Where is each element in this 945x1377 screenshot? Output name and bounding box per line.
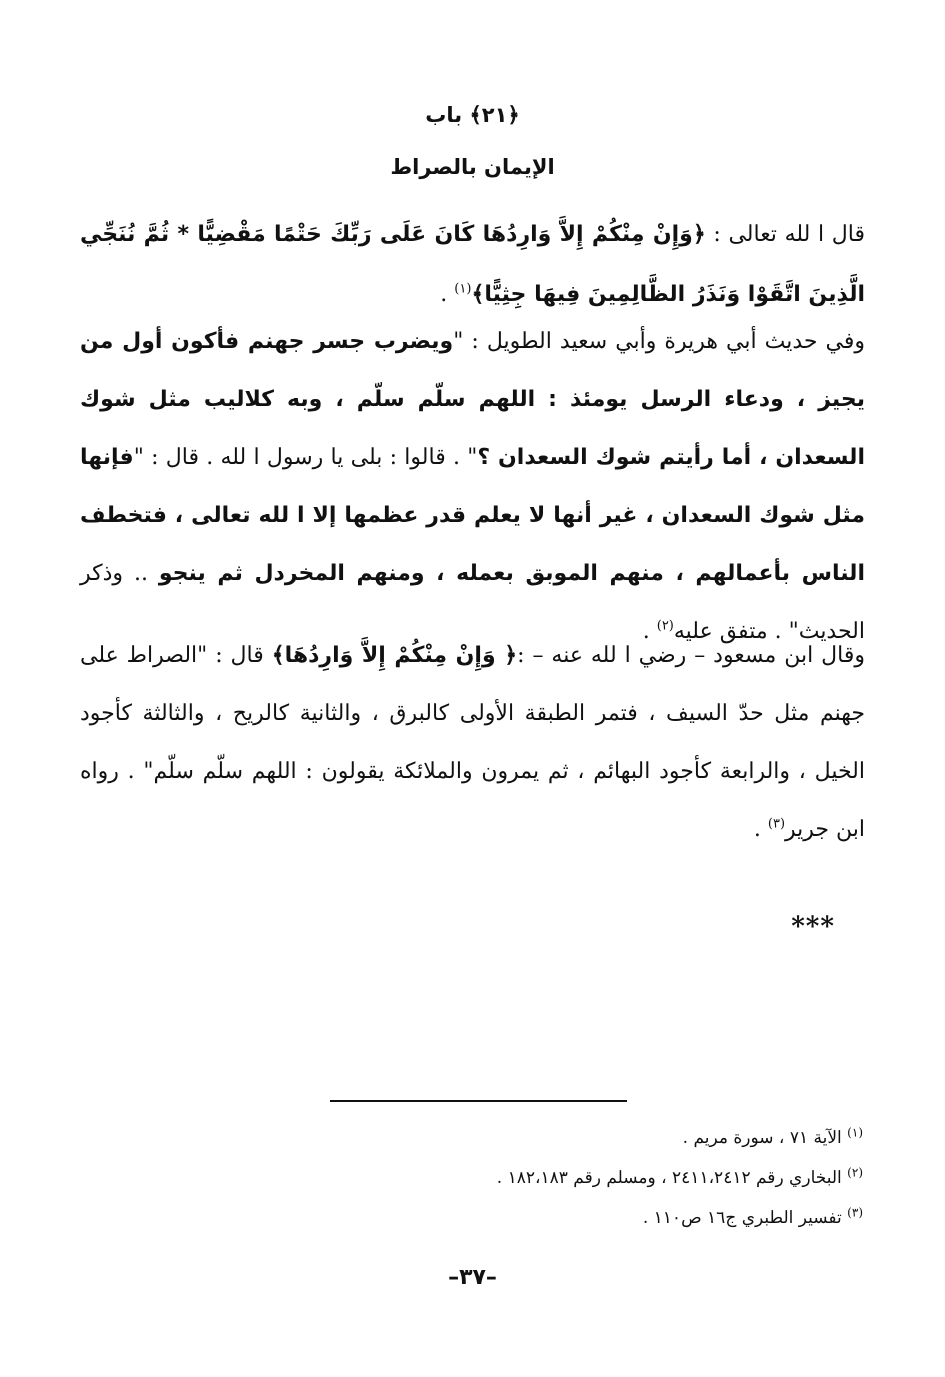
footnote-number: (١) xyxy=(847,1125,863,1140)
paragraph-end: . xyxy=(440,282,455,307)
paragraph-tail: .. وذكر الحديث" . متفق عليه xyxy=(80,561,865,644)
footnote-item xyxy=(163,1198,863,1238)
footnote-item xyxy=(163,1118,863,1158)
paragraph-end: . xyxy=(753,817,768,842)
footnotes xyxy=(163,1118,863,1238)
footnote-item xyxy=(163,1158,863,1198)
footnote-ref-2: (٢) xyxy=(656,618,674,634)
paragraph-intro: وفي حديث أبي هريرة وأبي سعيد الطويل : " xyxy=(453,329,866,354)
hadith-text-bold-1: ويضرب جسر جهنم فأكون أول من يجيز ، ودعاء الرسل يومئذ : اللهم سلّم سلّم ، وبه كلاليب مثل شوك السعدان ، أما رأيتم شوك السعدان ؟ xyxy=(80,329,865,470)
hadith-text-bold-2: فإنها مثل شوك السعدان ، غير أنها لا يعلم قدر عظمها إلا ا لله تعالى ، فتخطف الناس بأعمالهم ، منهم الموبق بعمله ، ومنهم المخردل ثم ينجو xyxy=(80,445,865,586)
footnote-divider xyxy=(330,1100,627,1102)
footnote-number: (٢) xyxy=(847,1165,863,1180)
footnote-ref-3: (٣) xyxy=(767,816,786,832)
hadith-paragraph xyxy=(80,313,865,661)
paragraph-intro: وقال ابن مسعود – رضي ا لله عنه – : xyxy=(517,643,865,668)
chapter-subtitle: الإيمان بالصراط xyxy=(390,155,555,179)
ibn-masud-paragraph xyxy=(80,627,865,859)
quran-verse: ﴿ وَإِنْ مِنْكُمْ إِلاَّ وَارِدُهَا﴾ xyxy=(271,643,518,668)
paragraph-middle: " . قالوا : بلى يا رسول ا لله . قال : " xyxy=(133,445,478,470)
footnote-text: البخاري رقم ٢٤١١،٢٤١٢ ، ومسلم رقم ١٨٢،١٨٣ . xyxy=(496,1168,842,1188)
paragraph-intro: قال ا لله تعالى : xyxy=(705,222,865,247)
footnote-ref-1: (١) xyxy=(454,281,472,297)
page-number: –٣٧– xyxy=(448,1265,497,1290)
chapter-heading: ﴿٢١﴾ باب xyxy=(425,103,520,127)
footnote-text: تفسير الطبري ج١٦ ص١١٠ . xyxy=(642,1208,842,1228)
footnote-number: (٣) xyxy=(847,1205,863,1220)
quran-paragraph xyxy=(80,205,865,325)
quran-verse: ﴿وَإِنْ مِنْكُمْ إِلاَّ وَارِدُهَا كَانَ عَلَى رَبِّكَ حَتْمًا مَقْضِيًّا * ثُمَّ نُنَجِّي الَّذِينَ اتَّقَوْا وَنَذَرُ الظَّالِمِينَ فِيهَا جِثِيًّا﴾ xyxy=(80,222,865,307)
section-separator: *** xyxy=(791,912,835,942)
paragraph-text: قال : "الصراط على جهنم مثل حدّ السيف ، فتمر الطبقة الأولى كالبرق ، والثانية كالريح ، والثالثة كأجود الخيل ، والرابعة كأجود البهائم ، ثم يمرون والملائكة يقولون : اللهم سلّم سلّم" . رواه ابن جرير xyxy=(80,643,865,842)
footnote-text: الآية ٧١ ، سورة مريم . xyxy=(682,1128,842,1148)
paragraph-end: . xyxy=(642,619,657,644)
